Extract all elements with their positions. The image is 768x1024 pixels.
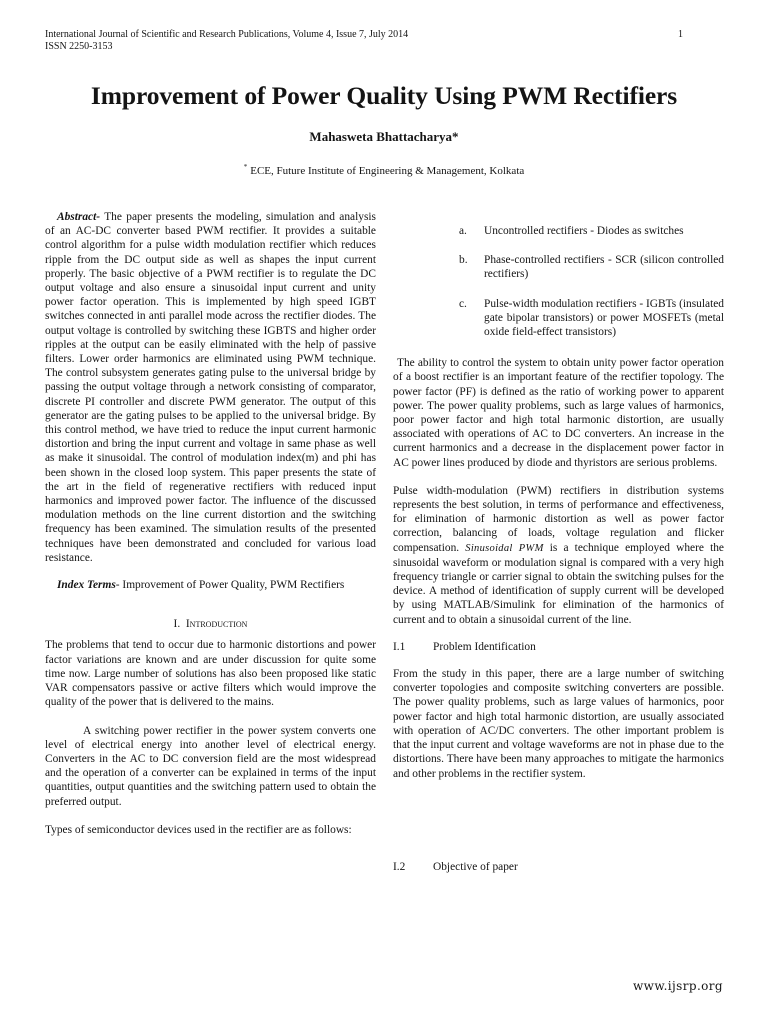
list-marker: a.: [459, 225, 467, 237]
list-text: Phase-controlled rectifiers - SCR (silicon controlled rectifiers): [484, 254, 724, 281]
intro-paragraph-3: Types of semiconductor devices used in the rectifier are as follows:: [45, 823, 352, 836]
subsection-heading-objective: [393, 860, 724, 874]
section-numeral: I.: [173, 618, 181, 631]
affiliation-text: ECE, Future Institute of Engineering & Management, Kolkata: [250, 165, 525, 177]
footer-url: www.ijsrp.org: [633, 979, 723, 993]
list-item: [459, 253, 724, 281]
affiliation: [0, 163, 768, 177]
right-column: [393, 224, 724, 874]
paper-title: Improvement of Power Quality Using PWM Rectifiers: [90, 81, 678, 110]
list-marker: c.: [459, 297, 467, 310]
subsection-number: I.1: [393, 640, 406, 653]
pwm-text-before: Pulse width-modulation (PWM) rectifiers in distribution systems represents the best solution, in terms of performance and effectiveness, for elimination of harmonic distortion as well as power factor correction, balancing of loads, voltage regulation and flicker compensation.: [393, 484, 724, 554]
left-column: [45, 210, 376, 837]
list-item: [459, 224, 724, 238]
subsection-number: I.2: [393, 860, 406, 873]
subsection-title: Objective of paper: [433, 860, 518, 873]
list-text: Pulse-width modulation rectifiers - IGBTs (insulated gate bipolar transistors) or power MOSFETs (metal oxide field-effect transistors): [484, 297, 724, 339]
intro-paragraph-1: The problems that tend to occur due to harmonic distortions and power factor variations are known and are under discussion for quite some time now. Large number of solutions has also been proposed like static VAR compensators passive or active filters which would improve the quality of the power that is delivered to the mains.: [45, 639, 376, 709]
list-marker: b.: [459, 254, 468, 267]
author: Mahasweta Bhattacharya*: [309, 129, 459, 144]
subsection-heading-problem: [393, 640, 724, 654]
section-title: Introduction: [185, 618, 248, 631]
list-text: Uncontrolled rectifiers - Diodes as switches: [484, 225, 684, 237]
affiliation-marker: *: [243, 163, 248, 171]
index-terms: [45, 578, 376, 592]
issn: ISSN 2250-3153: [45, 41, 113, 52]
section-heading-introduction: [45, 617, 376, 631]
right-paragraph-2: [393, 484, 724, 627]
abstract-label: Abstract-: [57, 211, 101, 223]
journal-header: International Journal of Scientific and Research Publications, Volume 4, Issue 7, July 2014: [45, 29, 409, 40]
right-paragraph-1: The ability to control the system to obtain unity power factor operation of a boost rectifier is an important feature of the rectifier topology. The power factor (PF) is defined as the ratio of working power to apparent power. The power quality problems, such as large values of harmonics, poor power factor and high total harmonic distortion, are usually associated with operations of AC to DC converters. An increase in the current harmonics and a decrease in the displacement power factor in AC power lines produced by diode and thyristors are serious problems.: [393, 357, 724, 469]
problem-paragraph: From the study in this paper, there are a large number of switching converter topologies and composite switching converters are possible. The power quality problems, such as large values of harmonics, poor power factor and high total harmonic distortion, are usually associated with operation of AC/DC converters. The other important problem is that the input current and voltage waveforms are not in phase due to the distortions. There have been many approaches to mitigate the harmonics and other problems in the rectifier system.: [393, 668, 724, 780]
index-terms-text: - Improvement of Power Quality, PWM Rectifiers: [115, 579, 345, 592]
sinusoidal-pwm-term: Sinusoidal PWM: [465, 542, 544, 554]
index-terms-label: Index Terms: [57, 579, 116, 592]
pwm-text-after: is a technique employed where the sinusoidal waveform or modulation signal is compared with a very high frequency triangle or carrier signal to obtain the switching pulses for the device. A method of identification of supply current will be developed by using MATLAB/Simulink for elimination of the harmonics of current and to obtain a sinusoidal current of the line.: [393, 541, 724, 626]
abstract-text: The paper presents the modeling, simulation and analysis of an AC-DC converter based PWM rectifier. It provides a suitable control algorithm for a pulse width modulation rectifier which reduces ripple from the DC output side as well as shapes the input current properly. The basic objective of a PWM rectifier is to regulate the DC output voltage and also ensure a sinusoidal input current and unity power factor operation. This is implemented by high speed IGBT switches connected in anti parallel mode across the rectifier diodes. The output voltage is controlled by switching these IGBTS and higher order ripples at the output can be easily eliminated with the help of passive filters. Lower order harmonics are eliminated using PWM technique. The control subsystem generates gating pulse to the universal bridge by passing the output voltage through a network consisting of comparator, discrete PI controller and discrete PWM generator. The output of this generator are the gating pulses to be applied to the universal bridge. By this control method, we have tried to reduce the input current harmonic distortion and bring the input current and voltage in same phase as well as make it sinusoidal. The control of modulation index(m) and phi has been shown in the closed loop system. This paper presents the state of the art in the field of regenerative rectifiers with reduced input harmonics and improved power factor. The influence of the discussed modulation methods on the line current distortion and the switching frequency has been examined. The simulation results of the presented techniques have been demonstrated and concluded for various load resistance.: [45, 211, 376, 564]
abstract: [45, 210, 376, 565]
subsection-title: Problem Identification: [433, 640, 536, 653]
list-item: [459, 297, 724, 340]
intro-paragraph-2: A switching power rectifier in the power system converts one level of electrical energy into another level of electrical energy. Converters in the AC to DC conversion field are the most widespread and the operation of a converter can be explained in terms of the input quantities, output quantities and the switching pattern used to obtain the preferred output.: [45, 724, 376, 808]
page-number: 1: [678, 29, 683, 40]
